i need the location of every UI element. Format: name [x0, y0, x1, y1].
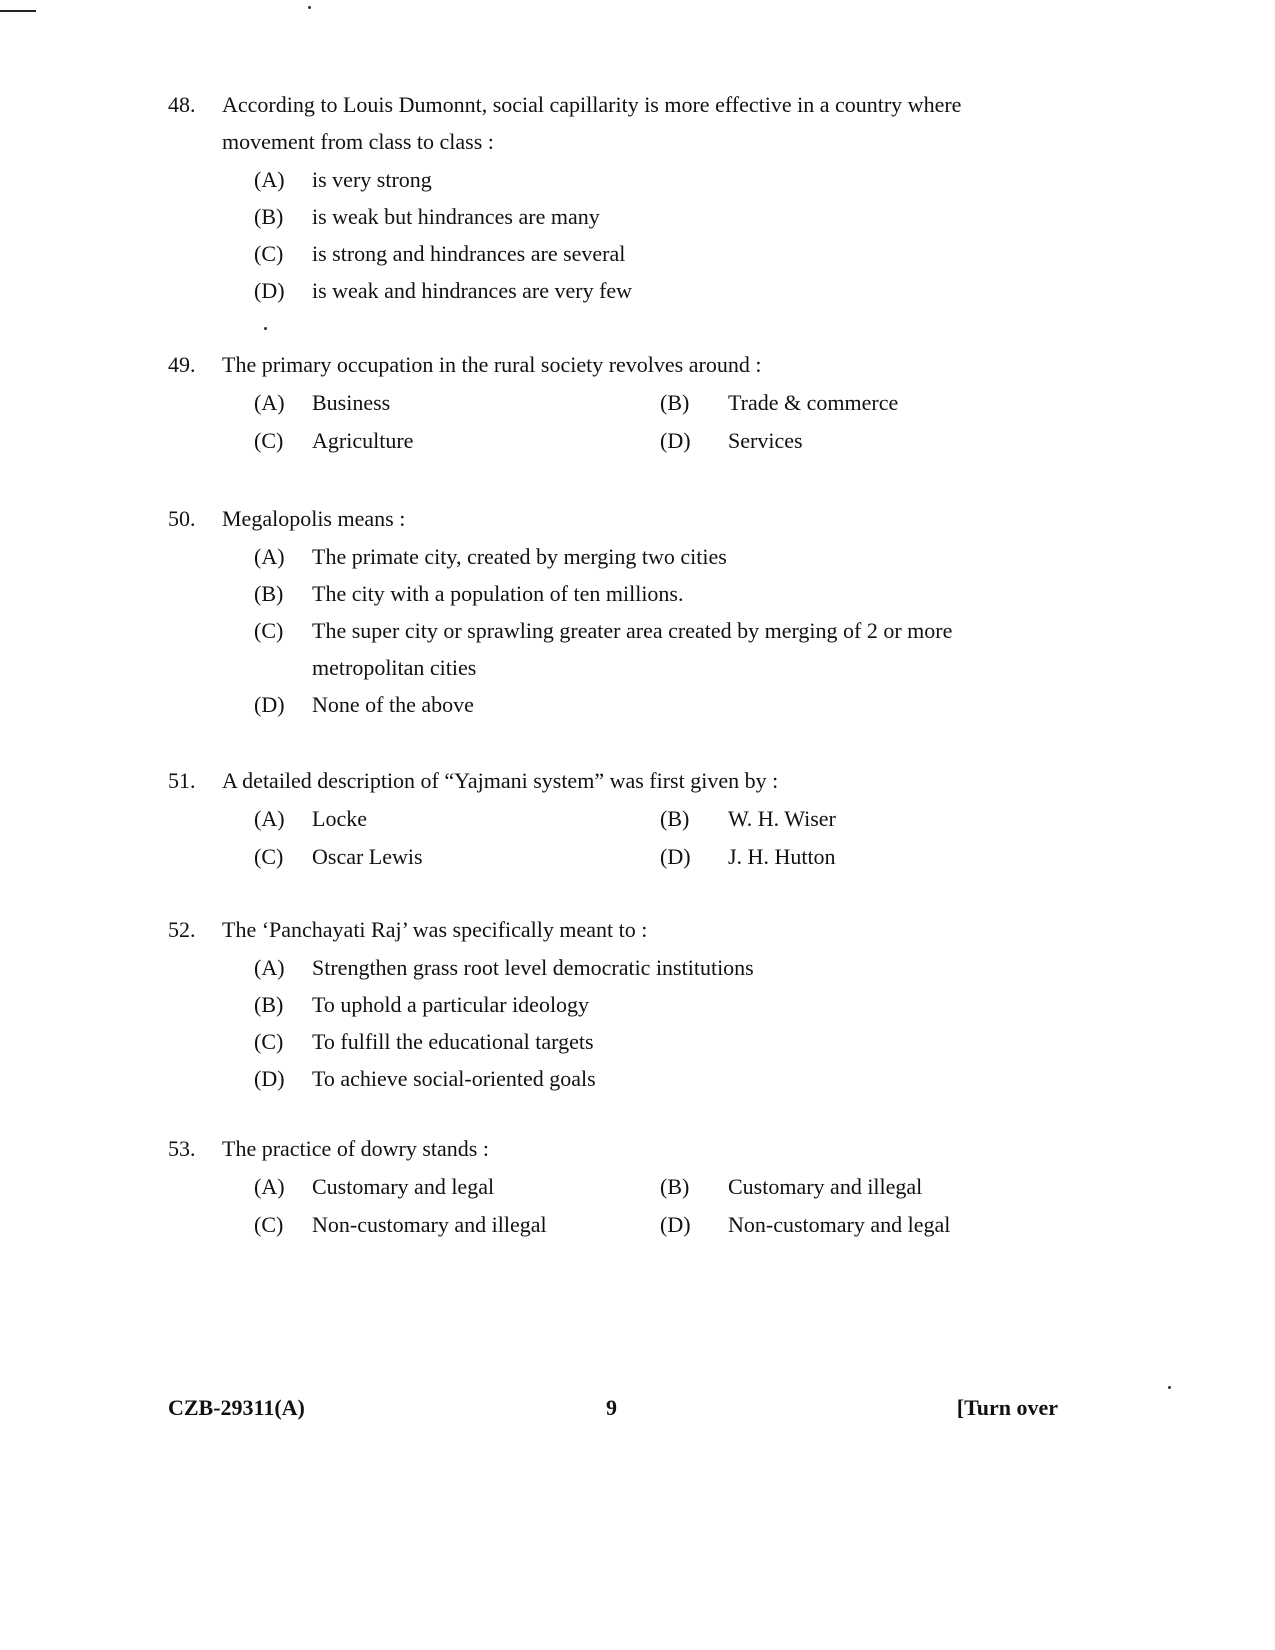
option-text: The city with a population of ten millions.: [312, 581, 684, 606]
option-text: W. H. Wiser: [728, 806, 836, 831]
question-text: The ‘Panchayati Raj’ was specifically meant to :: [222, 917, 648, 942]
option-text: The primate city, created by merging two cities: [312, 544, 727, 569]
option-b: [588, 800, 1028, 838]
option-c: [168, 838, 588, 876]
option-b: [168, 986, 1028, 1023]
option-label: (A): [254, 1174, 285, 1199]
option-label: (D): [254, 692, 285, 717]
option-d: [588, 1206, 1028, 1244]
question-number: 51.: [168, 768, 196, 793]
turn-over-note: [Turn over: [956, 1395, 1058, 1420]
question-text: Megalopolis means :: [222, 506, 406, 531]
question-53: [168, 1130, 1028, 1244]
option-label: (C): [254, 241, 284, 266]
option-text-line: metropolitan cities: [312, 655, 477, 680]
print-speck: [1168, 1386, 1171, 1389]
option-b: [588, 1168, 1028, 1206]
option-a: [168, 949, 1028, 986]
option-label: (D): [254, 1066, 285, 1091]
option-c: [168, 1206, 588, 1244]
option-label: (B): [660, 390, 690, 415]
option-text: Strengthen grass root level democratic institutions: [312, 955, 754, 980]
option-b: [168, 198, 1028, 235]
print-speck: [308, 6, 311, 9]
question-51: [168, 762, 1028, 876]
option-d: [168, 272, 1028, 309]
option-label: (D): [660, 428, 691, 453]
option-d: [168, 1060, 1028, 1097]
question-number: 49.: [168, 352, 196, 377]
option-c: [168, 1023, 1028, 1060]
options-grid: [168, 384, 1028, 460]
question-stem: [168, 1130, 1028, 1167]
question-text: A detailed description of “Yajmani system” was first given by :: [222, 768, 779, 793]
options-list: [168, 538, 1028, 723]
corner-mark: [0, 10, 36, 12]
option-text: To fulfill the educational targets: [312, 1029, 594, 1054]
option-a: [168, 384, 588, 422]
option-label: (C): [254, 1212, 284, 1237]
option-label: (B): [254, 204, 284, 229]
page-number: 9: [606, 1395, 617, 1420]
option-text: is very strong: [312, 167, 432, 192]
question-49: [168, 346, 1028, 460]
option-text: is strong and hindrances are several: [312, 241, 626, 266]
option-label: (B): [660, 806, 690, 831]
option-text: Customary and legal: [312, 1174, 495, 1199]
option-a: [168, 538, 1028, 575]
page-footer: [168, 1395, 1058, 1425]
option-text: Agriculture: [312, 428, 414, 453]
option-a: [168, 800, 588, 838]
option-label: (A): [254, 167, 285, 192]
question-stem: [168, 911, 1028, 948]
option-b: [168, 575, 1028, 612]
option-label: (A): [254, 390, 285, 415]
option-d: [588, 422, 1028, 460]
print-speck: [264, 327, 267, 330]
option-label: (B): [660, 1174, 690, 1199]
option-text: To uphold a particular ideology: [312, 992, 590, 1017]
options-grid: [168, 1168, 1028, 1244]
option-label: (A): [254, 806, 285, 831]
option-label: (C): [254, 428, 284, 453]
options-grid: [168, 800, 1028, 876]
option-label: (C): [254, 1029, 284, 1054]
option-b: [588, 384, 1028, 422]
question-number: 48.: [168, 92, 196, 117]
option-text: Trade & commerce: [728, 390, 899, 415]
question-number: 52.: [168, 917, 196, 942]
option-text: To achieve social-oriented goals: [312, 1066, 596, 1091]
option-text-line: The super city or sprawling greater area created by merging of 2 or more: [312, 618, 953, 643]
option-text: is weak but hindrances are many: [312, 204, 600, 229]
option-a: [168, 161, 1028, 198]
option-c: [168, 612, 1028, 686]
option-text: Oscar Lewis: [312, 844, 423, 869]
option-label: (D): [660, 1212, 691, 1237]
question-number: 53.: [168, 1136, 196, 1161]
paper-code: CZB-29311(A): [168, 1395, 305, 1420]
option-text: J. H. Hutton: [728, 844, 836, 869]
option-label: (C): [254, 618, 284, 643]
question-50: [168, 500, 1028, 723]
option-label: (B): [254, 581, 284, 606]
option-text: Business: [312, 390, 391, 415]
question-text-line: According to Louis Dumonnt, social capillarity is more effective in a country where: [222, 92, 962, 117]
option-c: [168, 422, 588, 460]
option-d: [168, 686, 1028, 723]
question-52: [168, 911, 1028, 1097]
option-text: is weak and hindrances are very few: [312, 278, 633, 303]
option-label: (B): [254, 992, 284, 1017]
question-stem: [168, 86, 1028, 160]
option-text: Non-customary and illegal: [312, 1212, 547, 1237]
option-label: (A): [254, 544, 285, 569]
question-text: The practice of dowry stands :: [222, 1136, 489, 1161]
question-text-line: movement from class to class :: [222, 129, 494, 154]
options-list: [168, 161, 1028, 309]
question-stem: [168, 762, 1028, 799]
question-stem: [168, 500, 1028, 537]
option-a: [168, 1168, 588, 1206]
question-number: 50.: [168, 506, 196, 531]
option-text: None of the above: [312, 692, 474, 717]
option-text: Customary and illegal: [728, 1174, 923, 1199]
option-text: Locke: [312, 806, 367, 831]
option-label: (A): [254, 955, 285, 980]
option-label: (D): [254, 278, 285, 303]
question-text: The primary occupation in the rural society revolves around :: [222, 352, 762, 377]
option-text: Services: [728, 428, 803, 453]
question-stem: [168, 346, 1028, 383]
option-c: [168, 235, 1028, 272]
option-d: [588, 838, 1028, 876]
option-text: Non-customary and legal: [728, 1212, 951, 1237]
option-label: (D): [660, 844, 691, 869]
question-48: [168, 86, 1028, 309]
options-list: [168, 949, 1028, 1097]
option-label: (C): [254, 844, 284, 869]
